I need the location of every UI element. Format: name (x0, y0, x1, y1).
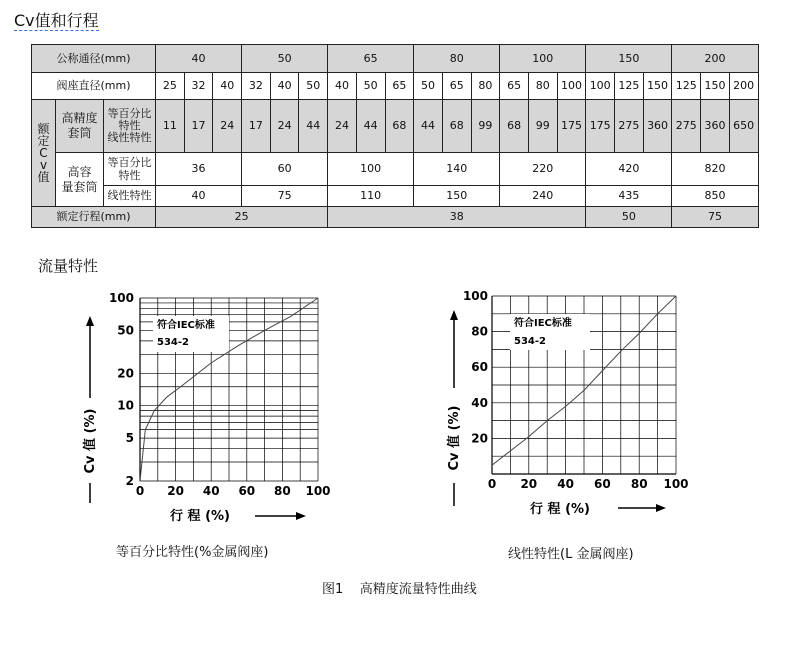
chart1-ytick: 2 (125, 474, 134, 488)
seat-cell: 50 (299, 73, 328, 100)
chart2-xtick: 0 (487, 477, 497, 491)
chart1-xtick: 100 (305, 484, 331, 498)
nominal-cell: 50 (242, 45, 328, 73)
hp-cv-cell: 68 (500, 100, 529, 153)
chart2-xlabel: 行 程 (%) (530, 502, 590, 517)
hc-eq-cell: 60 (242, 153, 328, 186)
chart2-ylabel-text: Cv 值 (%) (447, 405, 462, 471)
chart2-title-line2: 534-2 (514, 336, 546, 347)
nominal-label: 公称通径(mm) (32, 45, 156, 73)
hp-cv-cell: 24 (328, 100, 357, 153)
hp-sleeve-label: 高精度 套筒 (56, 100, 104, 153)
seat-cell: 100 (557, 73, 586, 100)
rated-cv-char: 定 (37, 134, 50, 148)
hc-sleeve-label: 高容 量套筒 (56, 153, 104, 207)
hc-eq-cell: 100 (328, 153, 414, 186)
seat-cell: 40 (213, 73, 242, 100)
rated-cv-char: C (39, 146, 48, 160)
chart1-xtick: 80 (274, 484, 291, 498)
chart2-caption: 线性特性(L 金属阀座) (508, 547, 634, 562)
seat-cell: 80 (471, 73, 500, 100)
hc-eq-cell: 220 (500, 153, 586, 186)
seat-cell: 150 (701, 73, 730, 100)
chart2-xarrow-head (656, 504, 666, 512)
chart1-ylabel (82, 409, 98, 474)
chart2-ytick: 20 (471, 431, 488, 446)
seat-cell: 25 (156, 73, 185, 100)
chart2-title-line1: 符合IEC标准 (514, 318, 572, 329)
hp-cv-cell: 17 (242, 100, 271, 153)
hp-cv-cell: 24 (270, 100, 299, 153)
chart1-ytick: 5 (125, 431, 134, 446)
chart1-xtick: 20 (167, 484, 184, 498)
chart1-ytick: 10 (117, 398, 134, 413)
chart1-ytick: 20 (117, 366, 134, 381)
seat-cell: 100 (586, 73, 615, 100)
stroke-cell: 75 (672, 207, 758, 228)
hp-char-label: 等百分比 特性 线性特性 (104, 100, 156, 153)
seat-cell: 125 (672, 73, 701, 100)
hc-lin-cell: 75 (242, 186, 328, 207)
chart2-xtick: 40 (557, 477, 574, 491)
hc-lin-cell: 240 (500, 186, 586, 207)
hp-cv-cell: 11 (156, 100, 185, 153)
rated-cv-label (32, 100, 56, 207)
hp-cv-cell: 650 (729, 100, 758, 153)
chart1-ylabel-text: Cv 值 (%) (83, 408, 98, 474)
seat-cell: 65 (385, 73, 414, 100)
section-title: 流量特性 (38, 257, 99, 275)
chart1-yarrow-head (86, 316, 94, 326)
chart2-ytick: 40 (471, 395, 488, 410)
chart2-xtick: 60 (594, 477, 611, 491)
chart-linear (440, 288, 710, 528)
stroke-cell: 38 (328, 207, 586, 228)
nominal-row (32, 45, 759, 73)
hp-cv-cell: 360 (701, 100, 730, 153)
page-title (14, 8, 99, 31)
nominal-cell: 40 (156, 45, 242, 73)
hp-cv-cell: 24 (213, 100, 242, 153)
stroke-row (32, 207, 759, 228)
chart-equal-percentage (80, 288, 350, 528)
hp-cv-cell: 68 (385, 100, 414, 153)
hp-cv-cell: 175 (557, 100, 586, 153)
nominal-cell: 65 (328, 45, 414, 73)
seat-row (32, 73, 759, 100)
figure-caption: 图1 高精度流量特性曲线 (322, 582, 477, 597)
seat-label: 阀座直径(mm) (32, 73, 156, 100)
hp-cv-cell: 44 (414, 100, 443, 153)
hc-eq-cell: 36 (156, 153, 242, 186)
nominal-cell: 200 (672, 45, 758, 73)
seat-cell: 125 (615, 73, 644, 100)
chart2-ylabel (446, 406, 462, 471)
hc-eq-cell: 420 (586, 153, 672, 186)
chart1-ytick: 50 (117, 323, 134, 338)
hc-eq-label: 等百分比 特性 (104, 153, 156, 186)
hc-lin-row (32, 186, 759, 207)
hp-cv-cell: 275 (672, 100, 701, 153)
chart2-yarrow-head (450, 310, 458, 320)
chart2-ytick: 60 (471, 360, 488, 375)
hp-cv-cell: 44 (299, 100, 328, 153)
seat-cell: 150 (643, 73, 672, 100)
hc-lin-cell: 435 (586, 186, 672, 207)
hp-cv-cell: 275 (615, 100, 644, 153)
chart1-xlabel: 行 程 (%) (170, 509, 230, 524)
rated-cv-char: 值 (37, 170, 50, 184)
seat-cell: 32 (242, 73, 271, 100)
hp-cv-cell: 360 (643, 100, 672, 153)
hc-lin-cell: 150 (414, 186, 500, 207)
stroke-cell: 25 (156, 207, 328, 228)
hc-eq-cell: 820 (672, 153, 758, 186)
seat-cell: 32 (184, 73, 213, 100)
hp-cv-cell: 44 (356, 100, 385, 153)
hc-lin-cell: 850 (672, 186, 758, 207)
hp-cv-cell: 68 (442, 100, 471, 153)
stroke-label: 额定行程(mm) (32, 207, 156, 228)
seat-cell: 65 (500, 73, 529, 100)
seat-cell: 40 (328, 73, 357, 100)
chart2-xtick: 20 (520, 477, 538, 491)
chart1-caption: 等百分比特性(%金属阀座) (116, 545, 269, 560)
seat-cell: 80 (528, 73, 557, 100)
nominal-cell: 100 (500, 45, 586, 73)
rated-cv-char: v (39, 158, 48, 172)
hp-cv-cell: 99 (528, 100, 557, 153)
chart2-xtick: 80 (630, 477, 648, 491)
chart1-xtick: 60 (238, 484, 256, 498)
chart1-xtick: 0 (135, 484, 145, 498)
rated-cv-char: 额 (37, 122, 50, 136)
hp-cv-cell: 175 (586, 100, 615, 153)
hc-lin-cell: 40 (156, 186, 242, 207)
seat-cell: 50 (356, 73, 385, 100)
stroke-cell: 50 (586, 207, 672, 228)
chart1-ytick: 100 (108, 291, 134, 305)
chart1-title-line1: 符合IEC标准 (157, 320, 215, 331)
chart1-xarrow-head (296, 512, 306, 520)
hp-cv-cell: 99 (471, 100, 500, 153)
chart1-title-line2: 534-2 (157, 337, 189, 348)
hc-lin-label: 线性特性 (104, 186, 156, 207)
chart1-xtick: 40 (202, 484, 220, 498)
cv-stroke-table (31, 44, 759, 228)
chart2-ytick: 100 (462, 289, 488, 303)
hc-eq-cell: 140 (414, 153, 500, 186)
title-text: Cv值和行程 (14, 11, 99, 30)
hp-cv-cell: 17 (184, 100, 213, 153)
seat-cell: 65 (442, 73, 471, 100)
chart2-xtick: 100 (663, 477, 689, 491)
chart2-ytick: 80 (471, 324, 488, 339)
hp-row (32, 100, 759, 153)
hc-lin-cell: 110 (328, 186, 414, 207)
nominal-cell: 150 (586, 45, 672, 73)
seat-cell: 200 (729, 73, 758, 100)
nominal-cell: 80 (414, 45, 500, 73)
hc-eq-row (32, 153, 759, 186)
seat-cell: 50 (414, 73, 443, 100)
seat-cell: 40 (270, 73, 299, 100)
